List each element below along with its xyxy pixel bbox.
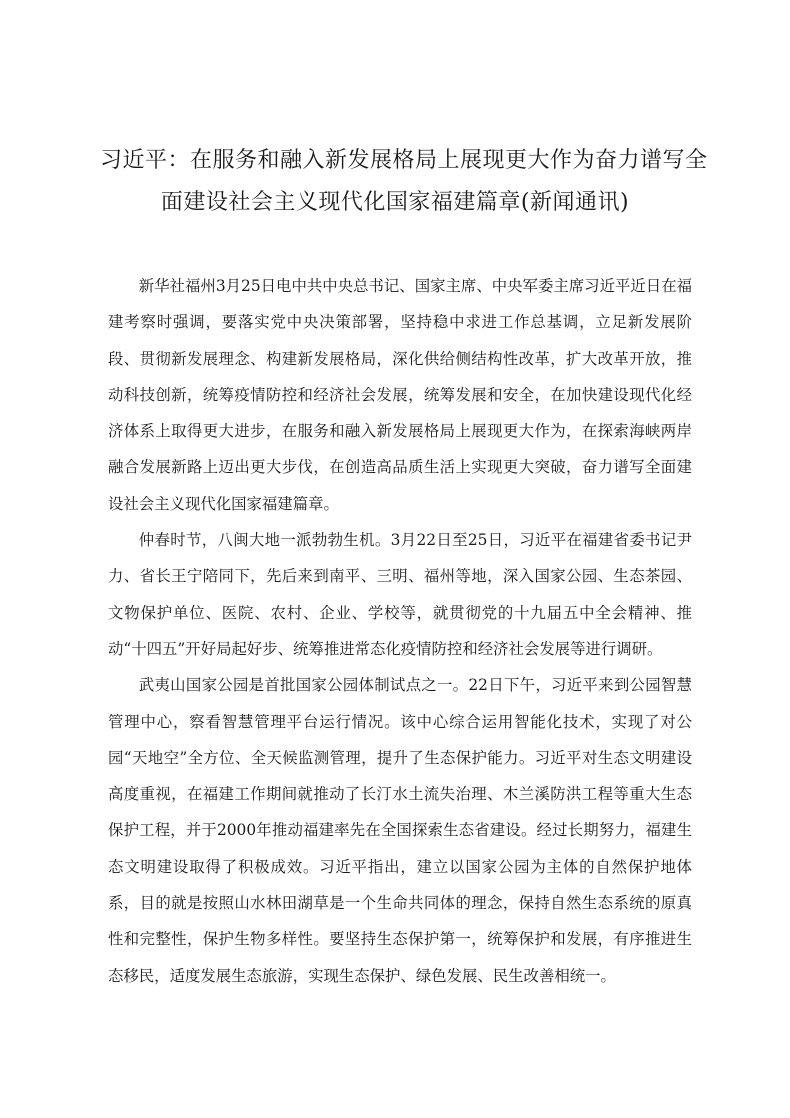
paragraph-1: 新华社福州3月25日电中共中央总书记、国家主席、中央军委主席习近平近日在福建考察时强调，要落实党中央决策部署，坚持稳中求进工作总基调，立足新发展阶段、贯彻新发展理念、构建新发展格局，深化供给侧结构性改革，扩大改革开放，推动科技创新，统筹疫情防控和经济社会发展，统筹发展和安全，在加快建设现代化经济体系上取得更大进步，在服务和融入新发展格局上展现更大作为，在探索海峡两岸融合发展新路上迈出更大步伐，在创造高品质生活上实现更大突破，奋力谱写全面建设社会主义现代化国家福建篇章。 <box>108 277 692 513</box>
article-body <box>108 268 692 994</box>
paragraph-3: 武夷山国家公园是首批国家公园体制试点之一。22日下午，习近平来到公园智慧管理中心，察看智慧管理平台运行情况。该中心综合运用智能化技术，实现了对公园“天地空”全方位、全天候监测管理，提升了生态保护能力。习近平对生态文明建设高度重视，在福建工作期间就推动了长汀水土流失治理、木兰溪防洪工程等重大生态保护工程，并于2000年推动福建率先在全国探索生态省建设。经过长期努力，福建生态文明建设取得了积极成效。习近平指出，建立以国家公园为主体的自然保护地体系，目的就是按照山水林田湖草是一个生命共同体的理念，保持自然生态系统的原真性和完整性，保护生物多样性。要坚持生态保护第一，统筹保护和发展，有序推进生态移民，适度发展生态旅游，实现生态保护、绿色发展、民生改善相统一。 <box>108 676 692 985</box>
paragraph-2: 仲春时节，八闽大地一派勃勃生机。3月22日至25日，习近平在福建省委书记尹力、省长王宁陪同下，先后来到南平、三明、福州等地，深入国家公园、生态茶园、文物保护单位、医院、农村、企业、学校等，就贯彻党的十九届五中全会精神、推动“十四五”开好局起好步、统筹推进常态化疫情防控和经济社会发展等进行调研。 <box>108 531 692 658</box>
title-line-2: 面建设社会主义现代化国家福建篇章(新闻通讯) <box>160 190 630 215</box>
document-title <box>100 140 708 224</box>
title-line-1: 习近平：在服务和融入新发展格局上展现更大作为奋力谱写全 <box>100 148 708 173</box>
